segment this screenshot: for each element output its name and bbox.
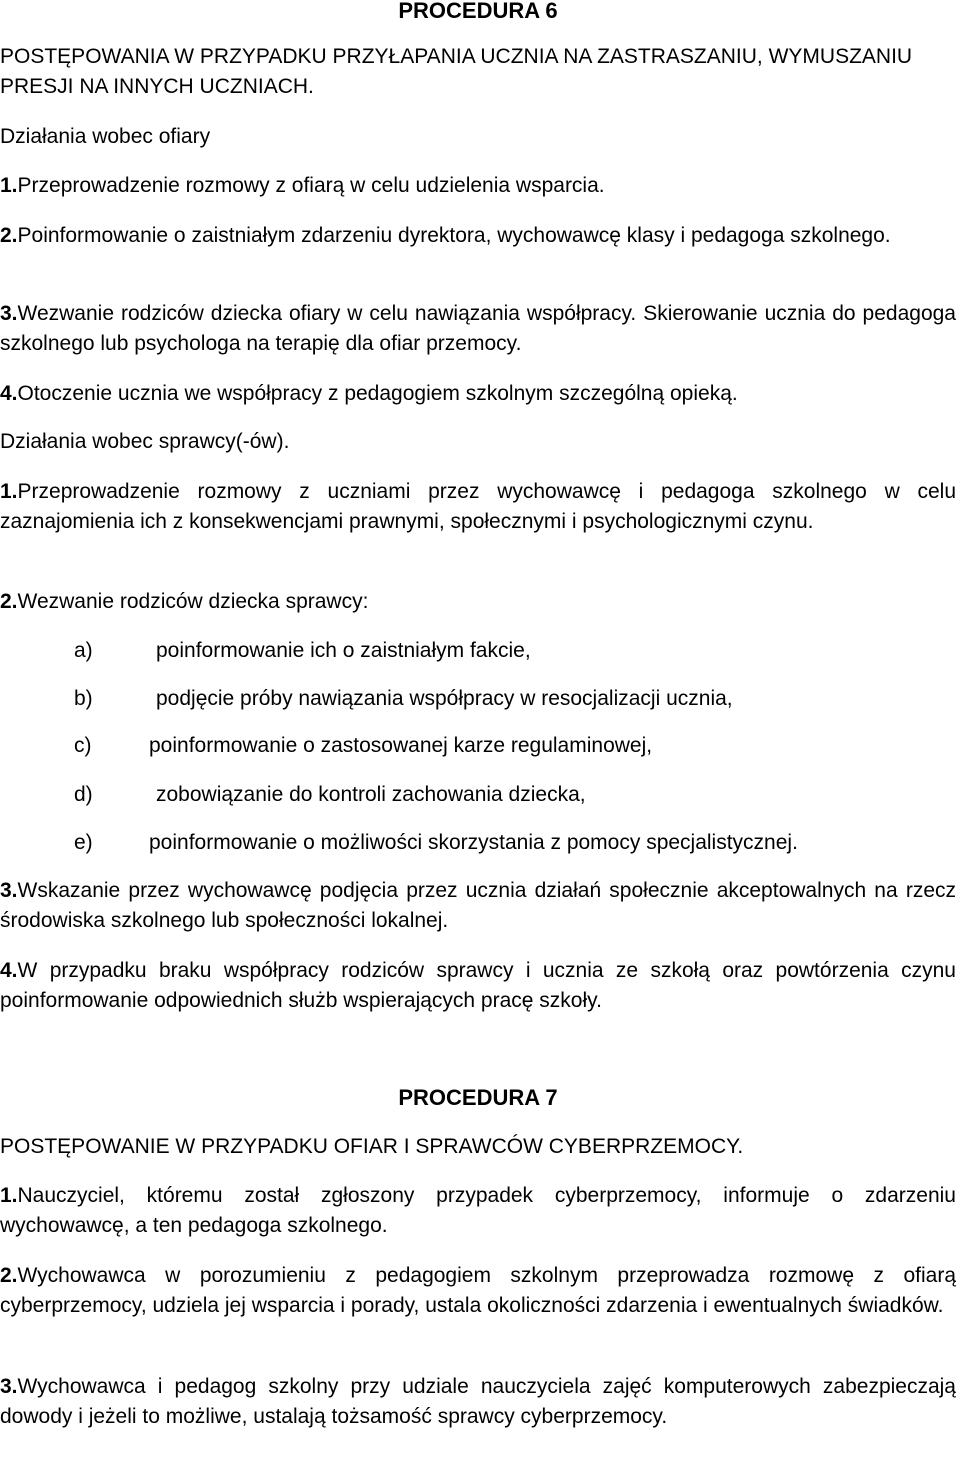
- sub-item-e: [74, 828, 954, 858]
- item-number: 1.: [0, 480, 18, 503]
- item-text: Wskazanie przez wychowawcę podjęcia przez ucznia działań społecznie akceptowalnych na rzecz środowiska szkolnego lub społeczności lokalnej.: [0, 879, 956, 932]
- item-text: Poinformowanie o zaistniałym zdarzeniu dyrektora, wychowawcę klasy i pedagoga szkolnego.: [17, 224, 891, 247]
- sub-item-letter: e): [74, 831, 93, 854]
- perpetrator-item-3: [0, 876, 956, 936]
- item-number: 2.: [0, 590, 18, 613]
- sub-item-d: [74, 780, 954, 810]
- item-text: Wychowawca w porozumieniu z pedagogiem szkolnym przeprowadza rozmowę z ofiarą cyberprzemocy, udziela jej wsparcia i porady, ustala okoliczności zdarzenia i ewentualnych świadków.: [0, 1264, 956, 1317]
- item-text: Przeprowadzenie rozmowy z ofiarą w celu udzielenia wsparcia.: [17, 174, 605, 197]
- victim-item-1: [0, 171, 956, 201]
- item-text: Wezwanie rodziców dziecka ofiary w celu nawiązania współpracy. Skierowanie ucznia do pedagoga szkolnego lub psychologa na terapię dla ofiar przemocy.: [0, 302, 956, 355]
- victim-item-2: [0, 221, 956, 251]
- procedure-6-title: PROCEDURA 6: [398, 0, 558, 23]
- item-number: 2.: [0, 1264, 18, 1287]
- sub-item-text: zobowiązanie do kontroli zachowania dziecka,: [156, 783, 586, 806]
- sub-item-text: poinformowanie o zastosowanej karze regulaminowej,: [149, 734, 653, 757]
- item-number: 4.: [0, 382, 18, 405]
- item-text: Nauczyciel, któremu został zgłoszony przypadek cyberprzemocy, informuje o zdarzeniu wychowawcę, a ten pedagoga szkolnego.: [0, 1184, 956, 1237]
- item-text: Wezwanie rodziców dziecka sprawcy:: [17, 590, 369, 613]
- sub-item-text: poinformowanie o możliwości skorzystania z pomocy specjalistycznej.: [149, 831, 798, 854]
- sub-item-a: [74, 636, 954, 666]
- victim-item-4: [0, 379, 956, 409]
- sub-item-letter: d): [74, 783, 93, 806]
- victim-section-heading: Działania wobec ofiary: [0, 125, 211, 148]
- perpetrator-item-1: [0, 477, 956, 537]
- sub-item-b: [74, 684, 954, 714]
- item-text: Otoczenie ucznia we współpracy z pedagogiem szkolnym szczególną opieką.: [17, 382, 738, 405]
- perpetrator-item-4: [0, 956, 956, 1016]
- item-number: 1.: [0, 174, 18, 197]
- item-text: W przypadku braku współpracy rodziców sprawcy i ucznia ze szkołą oraz powtórzenia czynu poinformowanie odpowiednich służb wspierających pracę szkoły.: [0, 959, 956, 1012]
- procedure-6-heading: POSTĘPOWANIA W PRZYPADKU PRZYŁAPANIA UCZNIA NA ZASTRASZANIU, WYMUSZANIU PRESJI NA INNYCH UCZNIACH.: [0, 45, 913, 98]
- procedure-7-heading: POSTĘPOWANIE W PRZYPADKU OFIAR I SPRAWCÓW CYBERPRZEMOCY.: [0, 1135, 744, 1158]
- item-number: 2.: [0, 224, 18, 247]
- procedure-7-title: PROCEDURA 7: [398, 1085, 558, 1110]
- procedure-7-item-3: [0, 1372, 956, 1432]
- procedure-7-item-1: [0, 1181, 956, 1241]
- sub-item-c: [74, 731, 954, 761]
- sub-item-text: podjęcie próby nawiązania współpracy w resocjalizacji ucznia,: [156, 687, 733, 710]
- item-number: 3.: [0, 1375, 18, 1398]
- procedure-7-item-2: [0, 1261, 956, 1321]
- sub-item-letter: c): [74, 734, 92, 757]
- item-number: 3.: [0, 879, 18, 902]
- victim-item-3: [0, 299, 956, 359]
- sub-item-letter: a): [74, 639, 93, 662]
- sub-item-letter: b): [74, 687, 93, 710]
- item-number: 1.: [0, 1184, 18, 1207]
- item-number: 4.: [0, 959, 18, 982]
- perpetrator-item-2: [0, 587, 956, 617]
- sub-item-text: poinformowanie ich o zaistniałym fakcie,: [156, 639, 531, 662]
- item-text: Przeprowadzenie rozmowy z uczniami przez wychowawcę i pedagoga szkolnego w celu zaznajomienia ich z konsekwencjami prawnymi, społecznymi i psychologicznymi czynu.: [0, 480, 956, 533]
- item-number: 3.: [0, 302, 18, 325]
- item-text: Wychowawca i pedagog szkolny przy udziale nauczyciela zajęć komputerowych zabezpieczają dowody i jeżeli to możliwe, ustalają tożsamość sprawcy cyberprzemocy.: [0, 1375, 956, 1428]
- perpetrator-section-heading: Działania wobec sprawcy(-ów).: [0, 430, 290, 453]
